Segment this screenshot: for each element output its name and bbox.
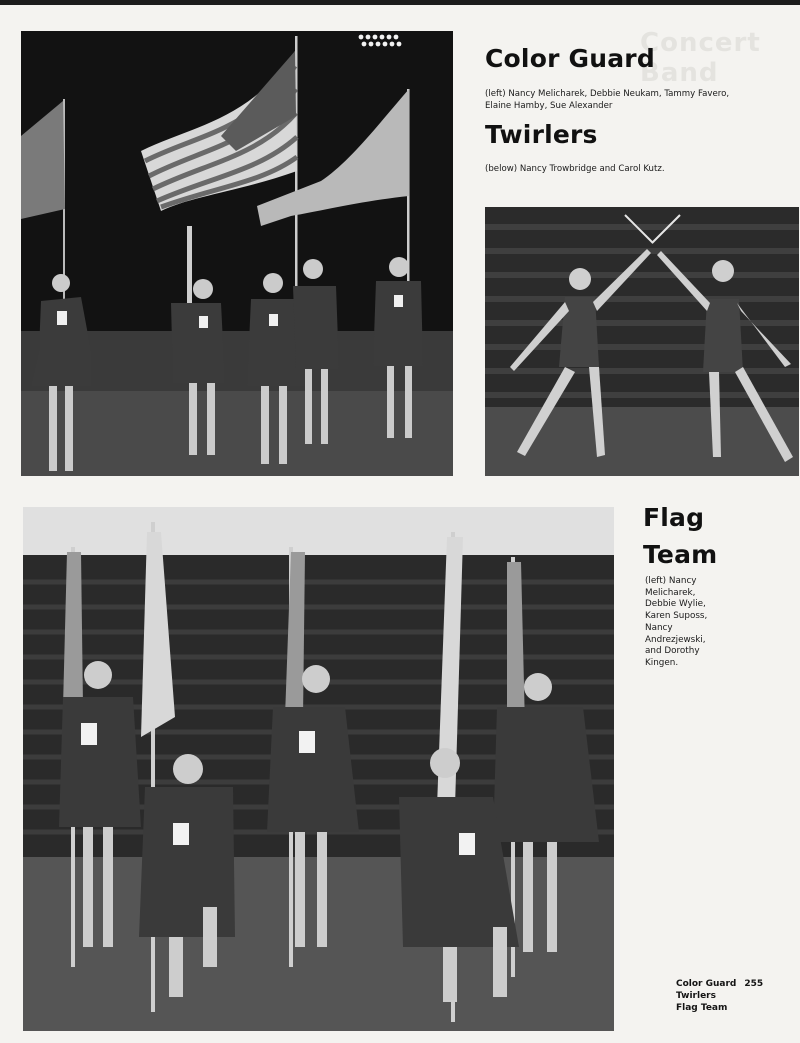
faded-backprint-text: Concert Band — [640, 28, 761, 88]
color-guard-heading: Color Guard — [485, 44, 655, 73]
footer-section-twirlers: Twirlers — [676, 991, 716, 1001]
flag-team-photo — [23, 507, 614, 1031]
flag-team-heading-line2: Team — [643, 540, 718, 569]
footer-section-flag-team: Flag Team — [676, 1003, 728, 1013]
footer-section-color-guard: Color Guard — [676, 979, 737, 989]
flag-team-heading-line1: Flag — [643, 503, 705, 532]
twirlers-photo — [485, 207, 799, 476]
page-number: 255 — [744, 979, 764, 989]
color-guard-photo — [21, 31, 453, 476]
twirlers-caption: (below) Nancy Trowbridge and Carol Kutz. — [485, 164, 665, 174]
flag-team-caption: (left) Nancy Melicharek, Debbie Wylie, Karen Suposs, Nancy Andrezjewski, and Dorothy Kingen. — [645, 576, 708, 668]
color-guard-caption: (left) Nancy Melicharek, Debbie Neukam, Tammy Favero, Elaine Hamby, Sue Alexander — [485, 89, 730, 111]
page-footer — [676, 978, 763, 1014]
twirlers-heading: Twirlers — [485, 120, 598, 149]
top-border — [0, 0, 800, 5]
